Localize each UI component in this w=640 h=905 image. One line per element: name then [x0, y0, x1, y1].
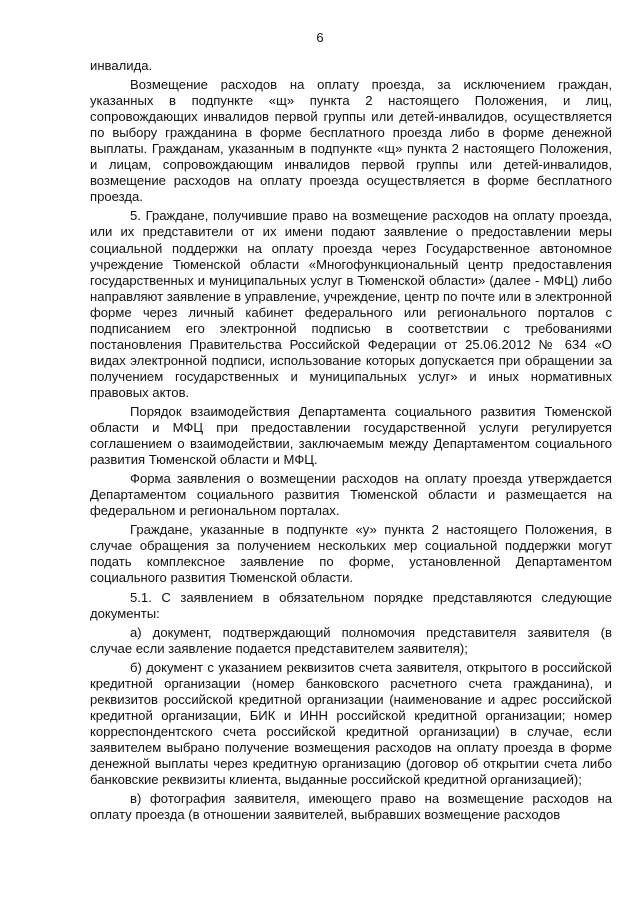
paragraph-complex-application: Граждане, указанные в подпункте «у» пункта 2 настоящего Положения, в случае обращения за получением нескольких мер социальной поддержки могут подать комплексное заявление по форме, установленной Департаментом социального развития Тюменской области.	[90, 522, 612, 586]
document-body	[90, 58, 612, 826]
paragraph-application-form: Форма заявления о возмещении расходов на оплату проезда утверждается Департаментом социального развития Тюменской области и размещается на федеральном и региональном порталах.	[90, 471, 612, 519]
paragraph-reimbursement-form: Возмещение расходов на оплату проезда, за исключением граждан, указанных в подпункте «щ» пункта 2 настоящего Положения, и лиц, сопровождающих инвалидов первой группы или детей-инвалидов, осуществляется по выбору гражданина в форме бесплатного проезда либо в форме денежной выплаты. Гражданам, указанным в подпункте «щ» пункта 2 настоящего Положения, и лицам, сопровождающим инвалидов первой группы или детей-инвалидов, возмещение расходов на оплату проезда осуществляется в форме бесплатного проезда.	[90, 77, 612, 205]
list-item-b: б) документ с указанием реквизитов счета заявителя, открытого в российской кредитной организации (номер банковского расчетного счета гражданина), и реквизитов российской кредитной организации (наименование и адрес российской кредитной организации, БИК и ИНН российской кредитной организации; номер корреспондентского счета российской кредитной организации) в случае, если заявителем выбрано получение возмещения расходов на оплату проезда в форме денежной выплаты через кредитную организацию (договор об открытии счета либо банковские реквизиты клиента, выданные российской кредитной организацией);	[90, 659, 612, 788]
list-item-a: а) документ, подтверждающий полномочия представителя заявителя (в случае если заявление подается представителем заявителя);	[90, 624, 612, 656]
list-item-v: в) фотография заявителя, имеющего право на возмещение расходов на оплату проезда (в отношении заявителей, выбравших возмещение расходов	[90, 791, 612, 823]
paragraph-interaction-procedure: Порядок взаимодействия Департамента социального развития Тюменской области и МФЦ при предоставлении государственной услуги регулируется соглашением о взаимодействии, заключаемым между Департаментом социального развития Тюменской области и МФЦ.	[90, 403, 612, 468]
page-number: 6	[316, 30, 324, 45]
paragraph-continuation: инвалида.	[90, 58, 153, 73]
paragraph-5-1-documents: 5.1. С заявлением в обязательном порядке представляются следующие документы:	[90, 589, 612, 621]
paragraph-5-application: 5. Граждане, получившие право на возмещение расходов на оплату проезда, или их представители от их имени подают заявление о предоставлении меры социальной поддержки на оплату проезда через Государственное автономное учреждение Тюменской области «Многофункциональный центр предоставления государственных и муниципальных услуг в Тюменской области» (далее - МФЦ) либо направляют заявление в управление, учреждение, центр по почте или в электронной форме через личный кабинет федерального или регионального порталов с подписанием его электронной подписью в соответствии с требованиями постановления Правительства Российской Федерации от 25.06.2012 № 634 «О видах электронной подписи, использование которых допускается при обращении за получением государственных и муниципальных услуг» и иных нормативных правовых актов.	[90, 208, 612, 400]
